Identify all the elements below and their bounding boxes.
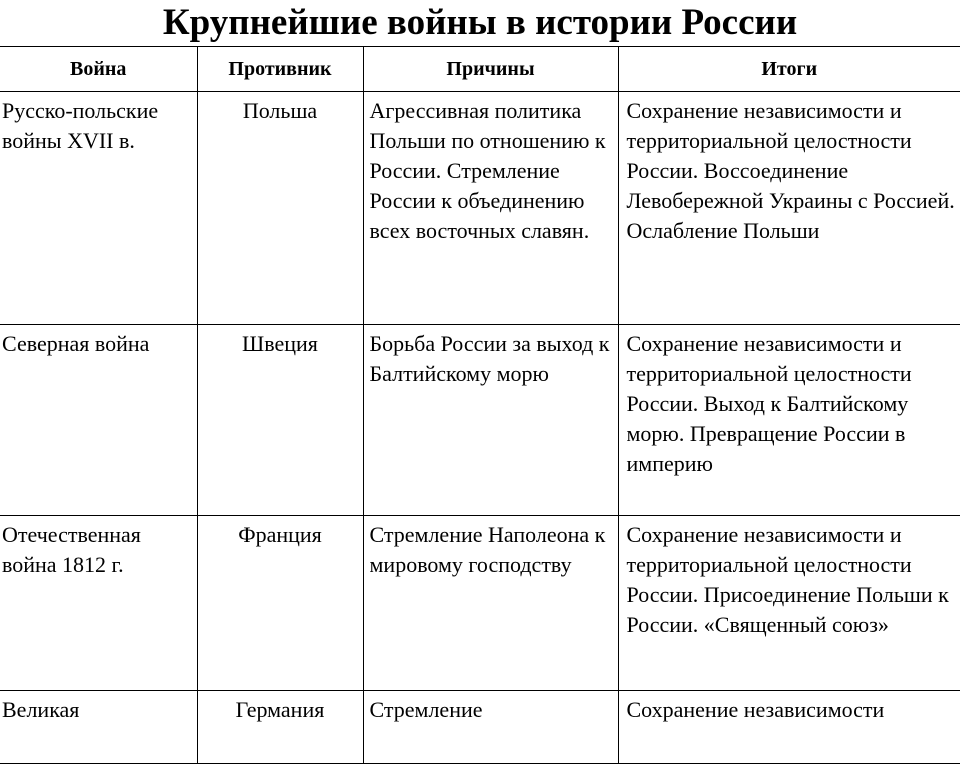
column-header-war: Война (0, 47, 197, 92)
cell-results: Сохранение независимости и территориальной целостности России. Присоединение Польши к России. «Священный союз» (618, 516, 960, 691)
cell-results: Сохранение независимости (618, 691, 960, 764)
cell-enemy: Польша (197, 92, 363, 325)
cell-war: Северная война (0, 325, 197, 516)
table-header-row (0, 47, 960, 92)
cell-enemy: Германия (197, 691, 363, 764)
table-row (0, 516, 960, 691)
cell-enemy: Франция (197, 516, 363, 691)
column-header-causes: Причины (363, 47, 618, 92)
cell-war: Русско-польские войны XVII в. (0, 92, 197, 325)
cell-war: Отечественная война 1812 г. (0, 516, 197, 691)
page-title: Крупнейшие войны в истории России (162, 2, 798, 43)
table-row (0, 92, 960, 325)
cell-causes: Стремление (363, 691, 618, 764)
column-header-enemy: Противник (197, 47, 363, 92)
cell-causes: Стремление Наполеона к мировому господству (363, 516, 618, 691)
cell-causes: Борьба России за выход к Балтийскому морю (363, 325, 618, 516)
cell-results: Сохранение независимости и территориальной целостности России. Выход к Балтийскому морю. Превращение России в империю (618, 325, 960, 516)
table-row (0, 325, 960, 516)
cell-causes: Агрессивная политика Польши по отношению к России. Стремление России к объединению всех восточных славян. (363, 92, 618, 325)
wars-table (0, 46, 960, 764)
cell-war: Великая (0, 691, 197, 764)
cell-results: Сохранение независимости и территориальной целостности России. Воссоединение Левобережной Украины с Россией. Ослабление Польши (618, 92, 960, 325)
table-row (0, 691, 960, 764)
cell-enemy: Швеция (197, 325, 363, 516)
column-header-results: Итоги (618, 47, 960, 92)
